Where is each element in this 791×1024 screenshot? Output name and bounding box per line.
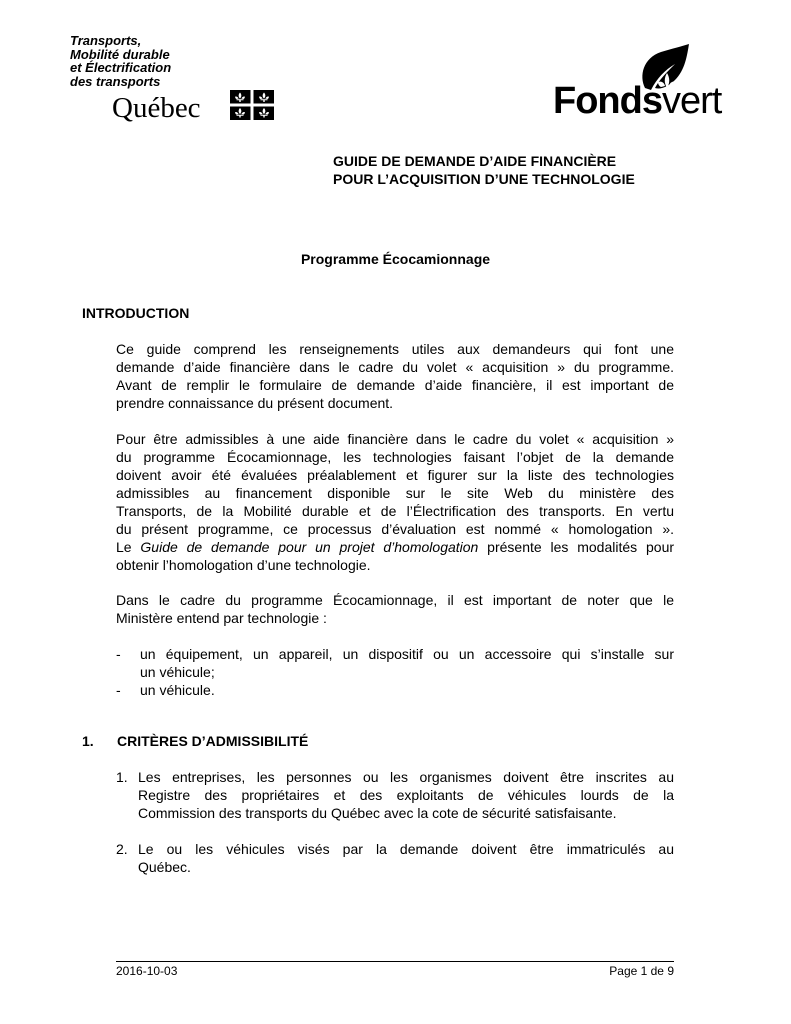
bullet-dash: - <box>116 682 121 698</box>
text-line: Avant de remplir le formulaire de demande d’aide financière, il est important de <box>116 377 674 393</box>
item-number: 1. <box>116 769 128 785</box>
program-name-text: Programme Écocamionnage <box>300 251 491 267</box>
text-line: Commission des transports du Québec avec la cote de sécurité satisfaisante. <box>138 805 617 821</box>
item-number: 2. <box>116 841 128 857</box>
text-line: un équipement, un appareil, un dispositif ou un accessoire qui s’installe sur <box>140 646 674 662</box>
fondsvert-bold: Fonds <box>553 80 662 122</box>
intro-paragraph <box>116 340 674 412</box>
list-item <box>116 840 674 876</box>
list-item <box>116 645 674 681</box>
text-line: prendre connaissance du présent document. <box>116 395 394 411</box>
list-item <box>116 681 674 699</box>
text-line: doivent avoir été évaluées préalablement et figurer sur la liste des technologies <box>116 467 674 483</box>
intro-heading: INTRODUCTION <box>82 305 190 321</box>
text-line: du programme Écocamionnage, les technologies faisant l’objet de la demande <box>116 449 674 465</box>
text-line: Le ou les véhicules visés par la demande doivent être immatriculés au <box>138 841 674 857</box>
title-line: POUR L’ACQUISITION D’UNE TECHNOLOGIE <box>333 171 635 187</box>
intro-paragraph <box>116 430 674 574</box>
technology-list <box>116 645 674 699</box>
text-line: admissibles au financement disponible sur le site Web du ministère des <box>116 485 674 501</box>
ministry-name <box>70 34 285 88</box>
footer-date: 2016-10-03 <box>116 964 178 978</box>
fondsvert-wordmark <box>553 80 721 122</box>
bullet-dash: - <box>116 646 121 662</box>
text-line: un véhicule. <box>140 682 215 698</box>
text-line: Registre des propriétaires et des exploitants de véhicules lourds de la <box>138 787 674 803</box>
text-line: demande d’aide financière dans le cadre du volet « acquisition » du programme. <box>116 359 674 375</box>
guide-reference: Guide de demande pour un projet d’homologation <box>140 539 479 555</box>
quebec-logo <box>70 34 285 124</box>
page-number: Page 1 de 9 <box>609 964 674 978</box>
quebec-wordmark: Québec <box>112 92 201 124</box>
text-line: Transports, de la Mobilité durable et de l’Électrification des transports. En vertu <box>116 503 674 519</box>
quebec-flag-icon <box>230 90 274 120</box>
text-line: du présent programme, ce processus d’évaluation est nommé « homologation ». <box>116 521 674 537</box>
ministry-line: des transports <box>70 73 161 89</box>
text-line: Les entreprises, les personnes ou les organismes doivent être inscrites au <box>138 769 674 785</box>
text-run: Le <box>116 539 141 555</box>
fondsvert-light: vert <box>661 80 722 122</box>
text-line: un véhicule; <box>140 664 215 680</box>
section-title: CRITÈRES D’ADMISSIBILITÉ <box>117 733 309 749</box>
list-item <box>116 768 674 822</box>
text-line: Ce guide comprend les renseignements utiles aux demandeurs qui font une <box>116 341 674 357</box>
ministry-line: et Électrification <box>70 60 172 75</box>
ministry-line: Transports, <box>70 33 142 48</box>
intro-paragraph <box>116 591 674 627</box>
criteria-list <box>116 840 674 876</box>
section-heading <box>82 733 308 749</box>
text-line: Dans le cadre du programme Écocamionnage, il est important de noter que le <box>116 592 674 608</box>
program-name <box>0 251 791 267</box>
text-line: Pour être admissibles à une aide financière dans le cadre du volet « acquisition » <box>116 431 674 447</box>
text-run: présente les modalités pour <box>478 539 675 555</box>
title-line: GUIDE DE DEMANDE D’AIDE FINANCIÈRE <box>333 153 617 169</box>
fondsvert-logo <box>553 44 739 124</box>
text-line: obtenir l’homologation d’une technologie. <box>116 557 371 573</box>
criteria-list <box>116 768 674 822</box>
text-line: Ministère entend par technologie : <box>116 610 327 626</box>
document-title <box>333 152 635 188</box>
text-line: Québec. <box>138 859 191 875</box>
ministry-line: Mobilité durable <box>70 46 170 62</box>
text-line <box>116 538 674 556</box>
footer-divider <box>116 961 674 962</box>
section-number: 1. <box>82 733 94 749</box>
